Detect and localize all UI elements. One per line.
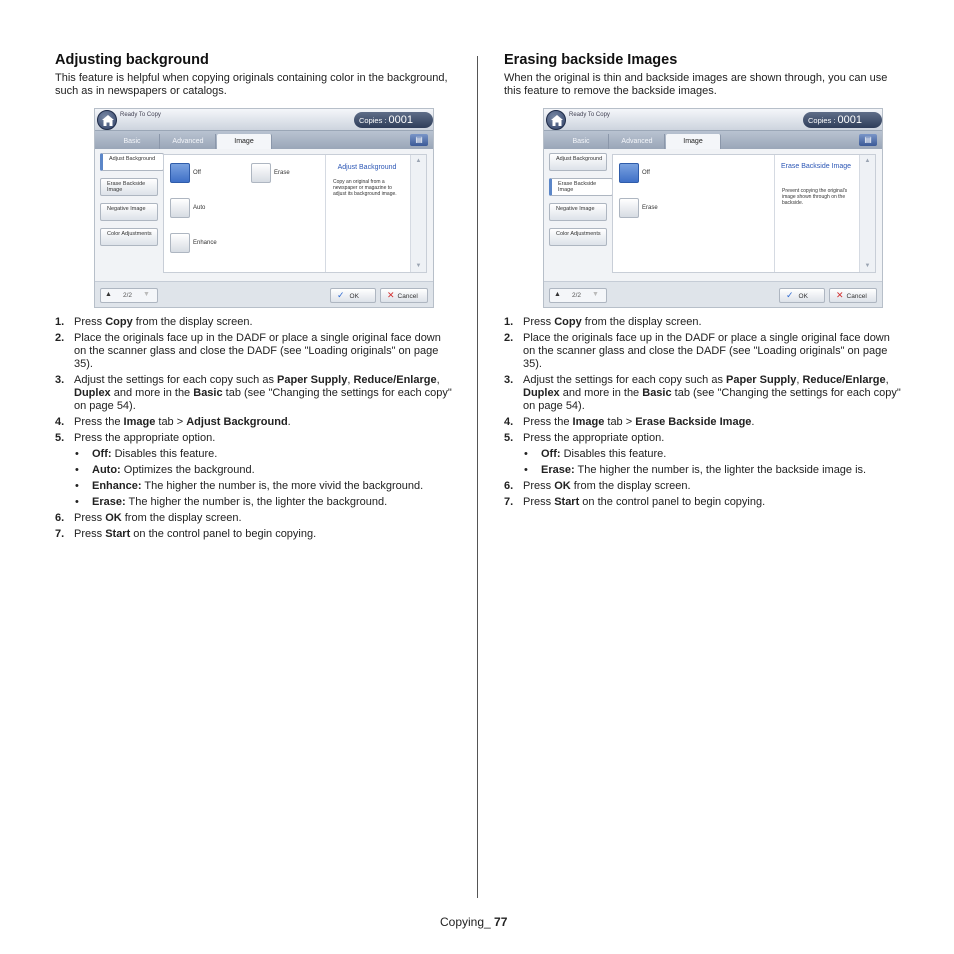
cancel-label: Cancel (846, 293, 867, 300)
tab-bar (544, 131, 882, 149)
screen-body (544, 149, 882, 281)
close-icon: ✕ (387, 290, 395, 300)
screen-topbar (95, 109, 433, 131)
section-heading: Adjusting background (55, 52, 209, 68)
scroll-down-icon[interactable]: ▼ (864, 263, 871, 269)
side-negative-image[interactable]: Negative Image (549, 203, 607, 221)
page-up-icon[interactable]: ▲ (554, 291, 561, 298)
copies-counter[interactable] (354, 112, 433, 128)
step-1: 1. Press Copy from the display screen. (55, 316, 253, 328)
step-list (55, 316, 455, 445)
options-panel (612, 154, 876, 273)
copies-value: 0001 (388, 114, 413, 126)
side-erase-backside-image[interactable]: Erase Backside Image (100, 178, 158, 196)
cancel-button[interactable] (380, 288, 428, 303)
screen-footer (544, 281, 882, 308)
tab-bar (95, 131, 433, 149)
option-erase-button[interactable] (251, 163, 271, 183)
cancel-label: Cancel (397, 293, 418, 300)
page-down-icon[interactable]: ▼ (592, 291, 599, 298)
option-off-button[interactable] (170, 163, 190, 183)
device-screen (543, 108, 883, 308)
option-off-label: Off (193, 170, 201, 176)
status-text: Ready To Copy (569, 112, 610, 118)
check-icon: ✓ (337, 290, 345, 300)
page-footer (440, 915, 507, 929)
option-off-button[interactable] (619, 163, 639, 183)
options-panel (163, 154, 427, 273)
home-icon[interactable] (97, 110, 117, 130)
close-icon: ✕ (836, 290, 844, 300)
tab-advanced[interactable]: Advanced (610, 134, 665, 149)
step-2: 2. Place the originals face up in the DADF or place a single original face down on the scanner glass and close the DADF (see "Loading originals" on page 35). (504, 332, 890, 370)
tab-image[interactable]: Image (217, 134, 272, 149)
section-intro: This feature is helpful when copying originals containing color in the background, such as in newspapers or catalogs. (55, 72, 448, 97)
option-enhance-label: Enhance (193, 240, 217, 246)
page-navigator (549, 288, 607, 303)
status-text: Ready To Copy (120, 112, 161, 118)
ok-button[interactable] (779, 288, 825, 303)
bullet-item: • Enhance: The higher the number is, the more vivid the background. (75, 480, 424, 492)
side-negative-image[interactable]: Negative Image (100, 203, 158, 221)
help-title: Adjust Background (337, 164, 397, 171)
tab-basic[interactable]: Basic (554, 134, 609, 149)
step-4: 4. Press the Image tab > Erase Backside Image. (504, 416, 755, 428)
option-bullets (504, 448, 904, 477)
page-number: 77 (494, 915, 508, 929)
bullet-item: • Erase: The higher the number is, the lighter the background. (75, 496, 388, 508)
step-2: 2. Place the originals face up in the DADF or place a single original face down on the scanner glass and close the DADF (see "Loading originals" on page 35). (55, 332, 441, 370)
section-erasing-backside-images (504, 52, 904, 512)
page-navigator (100, 288, 158, 303)
step-6: 6. Press OK from the display screen. (55, 512, 242, 524)
copies-value: 0001 (837, 114, 862, 126)
page-indicator: 2/2 (572, 292, 582, 299)
side-adjust-background[interactable]: Adjust Background (549, 153, 607, 171)
step-5: 5. Press the appropriate option. (55, 432, 216, 444)
page-down-icon[interactable]: ▼ (143, 291, 150, 298)
step-3: 3. Adjust the settings for each copy such as Paper Supply, Reduce/Enlarge, Duplex and more in the Basic tab (see "Changing the settings for each copy" on page 54). (504, 374, 901, 412)
copies-label: Copies : (808, 116, 836, 125)
side-color-adjustments[interactable]: Color Adjustments (100, 228, 158, 246)
step-list (504, 316, 904, 445)
option-erase-button[interactable] (619, 198, 639, 218)
column-divider (477, 56, 478, 898)
job-icon[interactable]: ▤ (859, 134, 877, 146)
help-title: Erase Backside Image (780, 163, 852, 170)
step-6: 6. Press OK from the display screen. (504, 480, 691, 492)
ok-button[interactable] (330, 288, 376, 303)
page-up-icon[interactable]: ▲ (105, 291, 112, 298)
option-off-label: Off (642, 170, 650, 176)
scrollbar[interactable] (859, 155, 875, 272)
option-auto-button[interactable] (170, 198, 190, 218)
cancel-button[interactable] (829, 288, 877, 303)
step-7: 7. Press Start on the control panel to begin copying. (55, 528, 317, 540)
option-erase-label: Erase (642, 205, 658, 211)
ok-label: OK (349, 293, 359, 300)
option-auto-label: Auto (193, 205, 206, 211)
option-erase-label: Erase (274, 170, 290, 176)
ok-label: OK (798, 293, 808, 300)
section-heading: Erasing backside Images (504, 52, 678, 68)
check-icon: ✓ (786, 290, 794, 300)
footer-label: Copying_ (440, 915, 495, 929)
scroll-down-icon[interactable]: ▼ (415, 263, 422, 269)
screen-body (95, 149, 433, 281)
help-divider (774, 155, 775, 272)
page-indicator: 2/2 (123, 292, 133, 299)
tab-advanced[interactable]: Advanced (161, 134, 216, 149)
bullet-item: • Off: Disables this feature. (75, 448, 218, 460)
bullet-item: • Off: Disables this feature. (524, 448, 667, 460)
step-5: 5. Press the appropriate option. (504, 432, 665, 444)
help-text: Copy an original from a newspaper or magazine to adjust its background image. (333, 179, 397, 197)
copies-counter[interactable] (803, 112, 882, 128)
bullet-item: • Auto: Optimizes the background. (75, 464, 255, 476)
screen-topbar (544, 109, 882, 131)
section-intro: When the original is thin and backside images are shown through, you can use this feature to remove the backside images. (504, 72, 888, 97)
step-4: 4. Press the Image tab > Adjust Background. (55, 416, 291, 428)
side-erase-backside-image[interactable]: Erase Backside Image (549, 178, 613, 196)
help-divider (325, 155, 326, 272)
option-enhance-button[interactable] (170, 233, 190, 253)
step-list-continued (504, 480, 904, 509)
screen-footer (95, 281, 433, 308)
scroll-up-icon[interactable]: ▲ (415, 158, 422, 164)
side-color-adjustments[interactable]: Color Adjustments (549, 228, 607, 246)
copies-label: Copies : (359, 116, 387, 125)
help-text: Prevent copying the original's image shown through on the backside. (782, 188, 848, 206)
scrollbar[interactable] (410, 155, 426, 272)
side-adjust-background[interactable]: Adjust Background (100, 153, 164, 171)
step-3: 3. Adjust the settings for each copy such as Paper Supply, Reduce/Enlarge, Duplex and more in the Basic tab (see "Changing the settings for each copy" on page 54). (55, 374, 452, 412)
step-1: 1. Press Copy from the display screen. (504, 316, 702, 328)
home-icon[interactable] (546, 110, 566, 130)
section-adjusting-background (55, 52, 455, 544)
option-bullets (55, 448, 455, 509)
device-screen (94, 108, 434, 308)
tab-basic[interactable]: Basic (105, 134, 160, 149)
scroll-up-icon[interactable]: ▲ (864, 158, 871, 164)
step-7: 7. Press Start on the control panel to begin copying. (504, 496, 766, 508)
step-list-continued (55, 512, 455, 541)
bullet-item: • Erase: The higher the number is, the lighter the backside image is. (524, 464, 867, 476)
tab-image[interactable]: Image (666, 134, 721, 149)
job-icon[interactable]: ▤ (410, 134, 428, 146)
